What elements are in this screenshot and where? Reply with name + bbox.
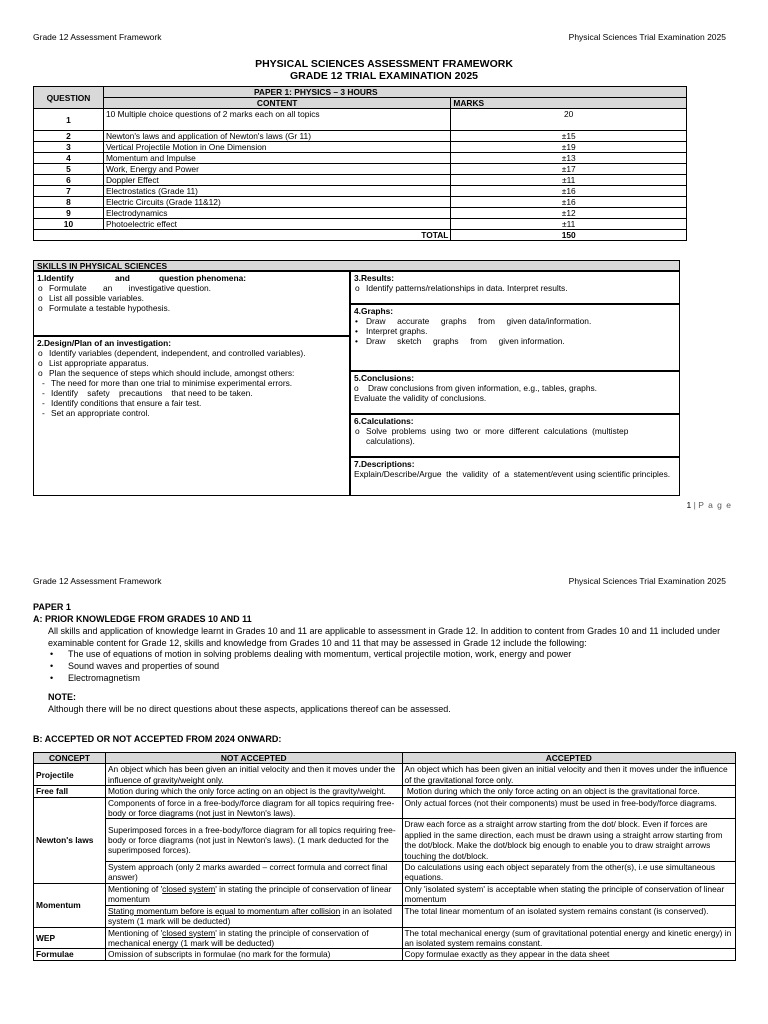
content-cell: Momentum and Impulse xyxy=(103,153,450,164)
bullet-dot: • xyxy=(50,673,54,683)
table-row xyxy=(34,186,687,197)
title-line-1: PHYSICAL SCIENCES ASSESSMENT FRAMEWORK xyxy=(255,58,513,70)
marks-cell: ±11 xyxy=(451,175,687,186)
skill-graphs-list xyxy=(354,316,676,346)
skill-conclusions-line-1: o Draw conclusions from given information, e.g., tables, graphs. xyxy=(354,383,597,393)
question-number: 10 xyxy=(34,219,104,230)
not-accepted-cell: Superimposed forces in a free-body/force diagram for all topics requiring free-body or force diagrams (not just in Newton's laws). (1 mark deducted for the superimposed forces). xyxy=(105,819,402,862)
bullet-dot: • xyxy=(50,661,54,671)
content-cell: Electric Circuits (Grade 11&12) xyxy=(103,197,450,208)
list-item-text: Draw sketch graphs from given information. xyxy=(366,336,565,346)
table-row xyxy=(34,862,736,884)
skill-calculations xyxy=(350,414,680,457)
bullet-marker: o xyxy=(38,368,43,378)
list-item xyxy=(37,303,346,313)
page-separator: | xyxy=(691,500,699,510)
content-cell: Doppler Effect xyxy=(103,175,450,186)
content-cell: Electrostatics (Grade 11) xyxy=(103,186,450,197)
bullet-marker: - xyxy=(42,408,45,418)
total-row xyxy=(34,230,687,241)
concept-cell: WEP xyxy=(34,927,106,949)
skill-calculations-title: 6.Calculations: xyxy=(354,416,414,426)
marks-cell: ±16 xyxy=(451,186,687,197)
list-item-text: Plan the sequence of steps which should include, amongst others: xyxy=(49,368,295,378)
content-cell: Work, Energy and Power xyxy=(103,164,450,175)
col-question-header: QUESTION xyxy=(34,87,104,109)
skill-calculations-list xyxy=(354,426,676,446)
accepted-cell: The total linear momentum of an isolated system remains constant (is conserved). xyxy=(402,905,736,927)
skill-title-part: question phenomena: xyxy=(159,273,247,283)
concept-cell: Newton's laws xyxy=(34,797,106,883)
concept-cell: Free fall xyxy=(34,786,106,797)
bullet-marker: • xyxy=(355,326,358,336)
skill-conclusions xyxy=(350,371,680,414)
list-item-text: Sound waves and properties of sound xyxy=(68,661,220,671)
question-number: 2 xyxy=(34,131,104,142)
note-text: Although there will be no direct questions about these aspects, applications thereof can be assessed. xyxy=(48,704,451,714)
skill-design-list xyxy=(37,348,346,418)
skill-design xyxy=(33,336,350,496)
question-number: 6 xyxy=(34,175,104,186)
table-row xyxy=(34,905,736,927)
not-accepted-cell: An object which has been given an initial velocity and then it moves under the influence of gravity/weight only. xyxy=(105,764,402,786)
list-item xyxy=(354,316,676,326)
table-row xyxy=(34,927,736,949)
text-part: ' in stating the principle of conservation of mechanical energy (1 mark will be deducted) xyxy=(107,927,369,948)
concept-cell: Projectile xyxy=(34,764,106,786)
list-item-text: List all possible variables. xyxy=(49,293,144,303)
col-accepted-header: ACCEPTED xyxy=(402,753,736,764)
note-label: NOTE: xyxy=(48,692,76,702)
title-line-2: GRADE 12 TRIAL EXAMINATION 2025 xyxy=(289,70,479,82)
list-item-text: Set an appropriate control. xyxy=(51,408,150,418)
page-footer xyxy=(687,500,732,510)
text-part: Mentioning of ' xyxy=(107,927,163,938)
text-part: in an isolated system (1 mark will be deducted) xyxy=(107,905,392,927)
not-accepted-cell: System approach (only 2 marks awarded – correct formula and correct final answer) xyxy=(105,862,402,884)
table-row xyxy=(34,819,736,862)
marks-cell: ±13 xyxy=(451,153,687,164)
list-item xyxy=(37,368,346,378)
bullet-marker: o xyxy=(38,293,43,303)
list-item-text: Formulate a testable hypothesis. xyxy=(49,303,171,313)
list-item-text: Identify conditions that ensure a fair test. xyxy=(51,398,202,408)
marks-cell: ±12 xyxy=(451,208,687,219)
skill-identify xyxy=(33,271,350,336)
list-item xyxy=(37,398,346,408)
bullet-marker: o xyxy=(355,426,360,436)
running-header-right: Physical Sciences Trial Examination 2025 xyxy=(568,576,726,586)
list-item-text: Interpret graphs. xyxy=(366,326,428,336)
total-value: 150 xyxy=(451,230,687,241)
skill-title-part: 1.Identify xyxy=(37,273,74,283)
table-row xyxy=(34,175,687,186)
table-row xyxy=(34,208,687,219)
marks-cell: ±15 xyxy=(451,131,687,142)
question-number: 7 xyxy=(34,186,104,197)
paper1-table xyxy=(33,86,687,241)
content-cell: Photoelectric effect xyxy=(103,219,450,230)
bullet-marker: o xyxy=(355,283,360,293)
list-item xyxy=(37,293,346,303)
table-row xyxy=(34,164,687,175)
section-b-heading: B: ACCEPTED OR NOT ACCEPTED FROM 2024 ONWARD: xyxy=(33,734,282,744)
text-part: Mentioning of ' xyxy=(107,883,163,894)
list-item-text: Identify safety precautions that need to be taken. xyxy=(51,388,253,398)
not-accepted-cell xyxy=(105,883,402,905)
bullet-marker: o xyxy=(38,303,43,313)
skill-graphs xyxy=(350,304,680,371)
paper-label: PAPER 1 xyxy=(33,602,71,612)
page-label: P a g e xyxy=(698,500,732,510)
running-header-left: Grade 12 Assessment Framework xyxy=(33,32,162,42)
list-item-text: Draw accurate graphs from given data/information. xyxy=(366,316,592,326)
col-not-accepted-header: NOT ACCEPTED xyxy=(105,753,402,764)
content-cell: 10 Multiple choice questions of 2 marks each on all topics xyxy=(103,109,450,131)
list-item xyxy=(37,388,346,398)
skill-results-title: 3.Results: xyxy=(354,273,395,283)
list-item xyxy=(37,408,346,418)
content-cell: Electrodynamics xyxy=(103,208,450,219)
accepted-cell: Draw each force as a straight arrow starting from the dot/ block. Even if forces are applied in the same direction, each must be drawn using a straight arrow starting from the dot/block. Make the dot/block big enough to enable you to draw straight arrows touching the dot/block. xyxy=(402,819,736,862)
list-item xyxy=(48,660,738,672)
list-item xyxy=(354,326,676,336)
bullet-marker: o xyxy=(38,283,43,293)
list-item-text: The need for more than one trial to minimise experimental errors. xyxy=(51,378,293,388)
accepted-cell: Motion during which the only force acting on an object is the gravitational force. xyxy=(402,786,736,797)
marks-cell: ±16 xyxy=(451,197,687,208)
table-row xyxy=(34,197,687,208)
skill-design-title: 2.Design/Plan of an investigation: xyxy=(37,338,172,348)
content-cell: Newton's laws and application of Newton's laws (Gr 11) xyxy=(103,131,450,142)
table-row xyxy=(34,883,736,905)
question-number: 3 xyxy=(34,142,104,153)
list-item-text: List appropriate apparatus. xyxy=(49,358,149,368)
underlined-text: Stating momentum before is equal to momentum after collision xyxy=(107,905,341,916)
skill-identify-list xyxy=(37,283,346,313)
running-header-right: Physical Sciences Trial Examination 2025 xyxy=(568,32,726,42)
list-item xyxy=(48,648,738,660)
concept-cell: Formulae xyxy=(34,949,106,960)
list-item-text: Electromagnetism xyxy=(68,673,141,683)
bullet-dot: • xyxy=(50,649,54,659)
section-a-heading: A: PRIOR KNOWLEDGE FROM GRADES 10 AND 11 xyxy=(33,614,252,624)
table-row xyxy=(34,131,687,142)
skill-descriptions-text: Explain/Describe/Argue the validity of a statement/event using scientific principles. xyxy=(354,469,671,479)
accepted-cell: An object which has been given an initial velocity and then it moves under the influence of the gravitational force only. xyxy=(402,764,736,786)
accepted-cell: Do calculations using each object separately from the other(s), i.e use simultaneous equations. xyxy=(402,862,736,884)
paper1-heading: PAPER 1: PHYSICS – 3 HOURS xyxy=(103,87,686,98)
table-row xyxy=(34,109,687,131)
list-item xyxy=(354,426,676,446)
accepted-cell: Copy formulae exactly as they appear in the data sheet xyxy=(402,949,736,960)
bullet-marker: • xyxy=(355,336,358,346)
question-number: 1 xyxy=(34,109,104,131)
col-concept-header: CONCEPT xyxy=(34,753,106,764)
skill-results-list xyxy=(354,283,676,293)
total-spacer xyxy=(34,230,104,241)
question-number: 5 xyxy=(34,164,104,175)
not-accepted-cell xyxy=(105,927,402,949)
list-item-text: The use of equations of motion in solving problems dealing with momentum, vertical projectile motion, work, energy and power xyxy=(68,649,572,659)
skills-section xyxy=(33,260,680,496)
concept-cell: Momentum xyxy=(34,883,106,927)
accepted-cell: Only actual forces (not their components) must be used in free-body/force diagrams. xyxy=(402,797,736,819)
question-number: 4 xyxy=(34,153,104,164)
bullet-marker: o xyxy=(38,358,43,368)
skill-descriptions-title: 7.Descriptions: xyxy=(354,459,415,469)
not-accepted-cell xyxy=(105,905,402,927)
skills-heading: SKILLS IN PHYSICAL SCIENCES xyxy=(33,260,680,271)
table-row xyxy=(34,786,736,797)
list-item xyxy=(354,283,676,293)
skill-identify-title xyxy=(37,273,346,283)
document-title xyxy=(0,58,768,82)
total-label: TOTAL xyxy=(103,230,450,241)
col-marks-header: MARKS xyxy=(451,98,687,109)
list-item-text: Identify patterns/relationships in data. Interpret results. xyxy=(366,283,568,293)
list-item-text: Formulate an investigative question. xyxy=(49,283,211,293)
underlined-text: closed system xyxy=(162,883,216,894)
list-item xyxy=(37,378,346,388)
bullet-marker: - xyxy=(42,378,45,388)
skill-conclusions-title: 5.Conclusions: xyxy=(354,373,415,383)
not-accepted-cell: Components of force in a free-body/force diagram for all topics requiring free-body or force diagrams (not just in Newton's laws). xyxy=(105,797,402,819)
bullet-marker: • xyxy=(355,316,358,326)
list-item-text: Solve problems using two or more different calculations (multistep calculations). xyxy=(366,426,631,446)
table-row xyxy=(34,153,687,164)
section-a-paragraph: All skills and application of knowledge learnt in Grades 10 and 11 are applicable to assessment in Grade 12. In addition to content from Grades 10 and 11 included under examinable content for Grade 12, skills and knowledge from Grades 10 and 11 that may be assessed in Grade 12 include the following: xyxy=(48,626,721,648)
accepted-cell: Only 'isolated system' is acceptable when stating the principle of conservation of linear momentum xyxy=(402,883,736,905)
accepted-cell: The total mechanical energy (sum of gravitational potential energy and kinetic energy) in an isolated system remains constant. xyxy=(402,927,736,949)
question-number: 9 xyxy=(34,208,104,219)
skill-graphs-title: 4.Graphs: xyxy=(354,306,394,316)
not-accepted-cell: Omission of subscripts in formulae (no mark for the formula) xyxy=(105,949,402,960)
list-item xyxy=(354,336,676,346)
list-item xyxy=(37,348,346,358)
skill-title-part: and xyxy=(115,273,130,283)
table-row xyxy=(34,764,736,786)
table-row xyxy=(34,142,687,153)
list-item xyxy=(37,283,346,293)
marks-cell: 20 xyxy=(451,109,687,131)
page-number: 1 xyxy=(686,500,692,510)
list-item xyxy=(48,672,738,684)
not-accepted-cell: Motion during which the only force acting on an object is the gravity/weight. xyxy=(105,786,402,797)
question-number: 8 xyxy=(34,197,104,208)
text-part: ' in stating the principle of conservation of linear momentum xyxy=(107,883,392,905)
bullet-marker: - xyxy=(42,398,45,408)
skill-results xyxy=(350,271,680,304)
skill-descriptions xyxy=(350,457,680,496)
list-item xyxy=(37,358,346,368)
marks-cell: ±11 xyxy=(451,219,687,230)
running-header-left: Grade 12 Assessment Framework xyxy=(33,576,162,586)
table-row xyxy=(34,797,736,819)
accepted-table xyxy=(33,752,736,961)
table-row xyxy=(34,949,736,960)
bullet-marker: o xyxy=(38,348,43,358)
marks-cell: ±17 xyxy=(451,164,687,175)
underlined-text: closed system xyxy=(162,927,216,938)
bullet-marker: - xyxy=(42,388,45,398)
table-row xyxy=(34,219,687,230)
skill-conclusions-line-2: Evaluate the validity of conclusions. xyxy=(354,393,487,403)
list-item-text: Identify variables (dependent, independent, and controlled variables). xyxy=(49,348,306,358)
content-cell: Vertical Projectile Motion in One Dimension xyxy=(103,142,450,153)
col-content-header: CONTENT xyxy=(103,98,450,109)
marks-cell: ±19 xyxy=(451,142,687,153)
section-a-bullets xyxy=(48,648,738,684)
